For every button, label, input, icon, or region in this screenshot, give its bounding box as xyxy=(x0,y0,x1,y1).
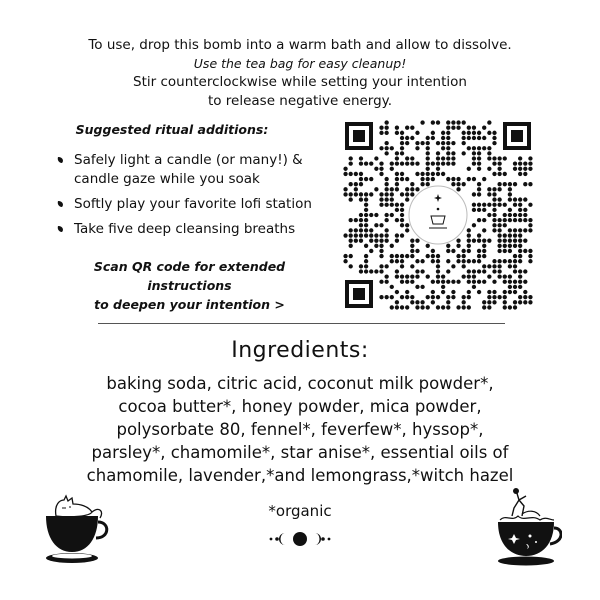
ritual-item xyxy=(52,195,337,214)
ritual-item-text: Take five deep cleansing breaths xyxy=(74,221,296,237)
ingredients-line-2: cocoa butter*, honey powder, mica powder, xyxy=(118,397,482,416)
cat-teacup-icon xyxy=(42,494,112,566)
ingredients-title: Ingredients: xyxy=(231,338,369,363)
organic-footnote: *organic xyxy=(268,502,332,520)
ritual-item-text: Safely light a candle (or many!) & candle gaze while you soak xyxy=(74,152,303,187)
scan-line-1: Scan QR code for extended instructions xyxy=(93,259,286,293)
intro-line-3: Stir counterclockwise while setting your intention xyxy=(133,74,467,90)
ritual-item xyxy=(52,220,337,239)
moon-phases-icon xyxy=(268,530,332,548)
scan-instructions xyxy=(52,257,327,314)
leaf-bullet-icon xyxy=(57,156,64,164)
ingredients-line-4: parsley*, chamomile*, star anise*, essential oils of xyxy=(91,443,509,462)
ritual-list xyxy=(52,151,337,239)
ritual-item xyxy=(52,151,337,189)
qr-code-icon[interactable] xyxy=(343,120,533,310)
ingredients-line-5: chamomile, lavender,*and lemongrass,*witch hazel xyxy=(86,466,514,485)
leaf-bullet-icon xyxy=(57,200,64,208)
leaf-bullet-icon xyxy=(57,225,64,233)
ingredients-line-1: baking soda, citric acid, coconut milk powder*, xyxy=(106,374,494,393)
witch-teacup-icon xyxy=(492,486,562,566)
intro-line-2: Use the tea bag for easy cleanup! xyxy=(193,56,407,71)
ritual-item-text: Softly play your favorite lofi station xyxy=(74,196,312,212)
intro-line-4: to release negative energy. xyxy=(207,93,393,109)
ritual-section xyxy=(52,122,337,314)
ritual-heading: Suggested ritual additions: xyxy=(75,122,269,137)
usage-instructions xyxy=(0,36,600,111)
section-divider xyxy=(98,323,505,324)
ingredients-line-3: polysorbate 80, fennel*, feverfew*, hyssop*, xyxy=(116,420,484,439)
scan-line-2: to deepen your intention > xyxy=(94,297,285,312)
ingredients-list xyxy=(60,372,540,487)
intro-line-1: To use, drop this bomb into a warm bath and allow to dissolve. xyxy=(88,37,512,53)
